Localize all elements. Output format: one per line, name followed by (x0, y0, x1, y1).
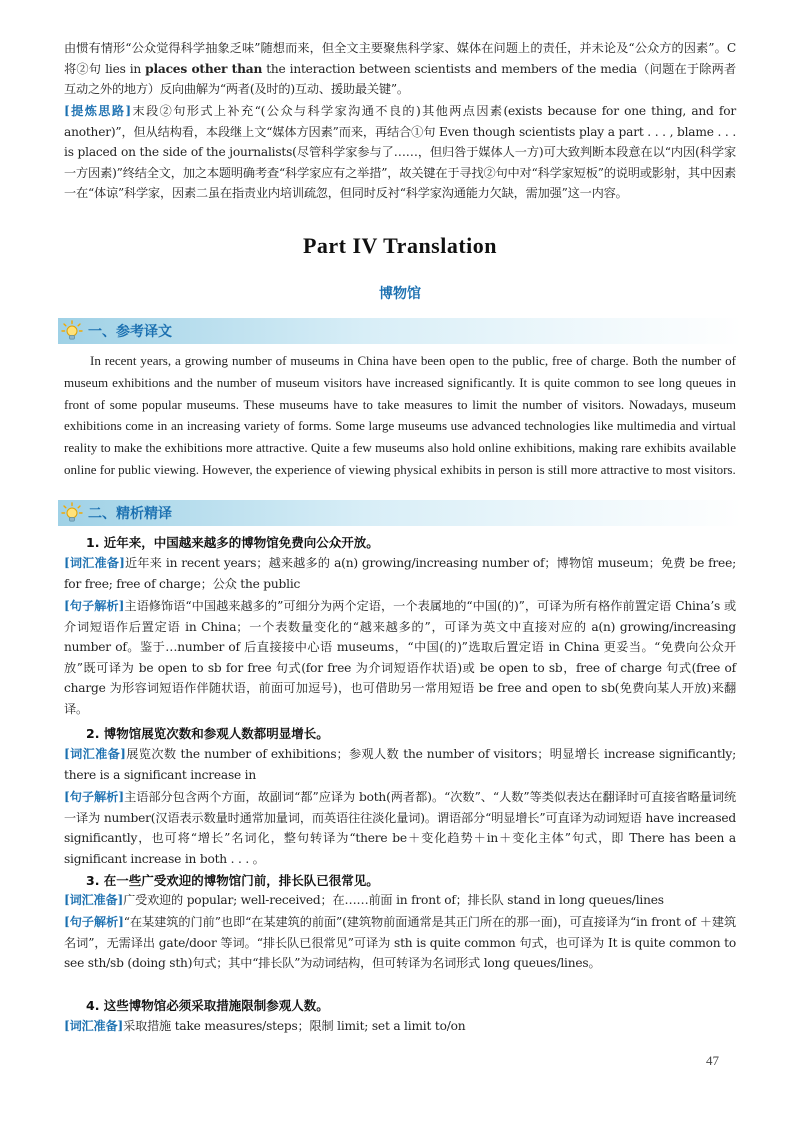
intro-bold-phrase: places other than (145, 61, 263, 76)
item-heading: 2. 博物馆展览次数和参观人数都明显增长。 (86, 726, 329, 741)
vocab-note (64, 744, 736, 785)
page-number: 47 (706, 1053, 719, 1068)
item-heading: 3. 在一些广受欢迎的博物馆门前，排长队已很常见。 (86, 873, 379, 888)
reference-translation: In recent years, a growing number of museums in China have been open to the public, free of charge. Both the number of museum exhibitions and the number of museum visitors have increased significantly. It is quite common to see long queues in front of some popular museums. These museums have to take measures to limit the number of visitors. Nowadays, museum exhibitions come in an increasing variety of forms. Some large museums use advanced technologies like multimedia and virtual reality to make the exhibitions more attractive. Quite a few museums also hold online exhibitions, making rare exhibits available online for public viewing. However, the experience of viewing physical exhibits in person is still more attractive to most visitors. (64, 353, 736, 477)
vocab-text: 采取措施 take measures/steps；限制 limit; set a limit to/on (123, 1019, 466, 1033)
subject-title: 博物馆 (379, 286, 421, 302)
vocab-tag: [词汇准备] (64, 747, 126, 761)
section-header-2 (58, 500, 742, 526)
vocab-tag: [词汇准备] (64, 556, 125, 570)
item-heading: 4. 这些博物馆必须采取措施限制参观人数。 (86, 998, 329, 1013)
analysis-text: 主语修饰语“中国越来越多的”可细分为两个定语，一个表属地的“中国(的)”，可译为所有格作前置定语 China’s 或介词短语作后置定语 in China；一个表数量变化的“越来越多的”，可译为英文中直接对应的 a(n) growing/increasing number of。鉴于…number of 后直接接中心语 museums，“中国(的)”选取后置定语 in China 更妥当。“免费向公众开放”既可译为 be open to sb for free 句式(for free 为介词短语作状语)或 be open to sb，free of charge 句式(free of charge 为形容词短语作伴随状语，前面可加逗号)，也可借助另一常用短语 be free and open to sb(免费向某人开放)来翻译。 (64, 599, 736, 716)
vocab-text: 近年来 in recent years；越来越多的 a(n) growing/increasing number of；博物馆 museum；免费 be free; for free; free of charge；公众 the public (64, 556, 736, 591)
section-header-1 (58, 318, 742, 344)
analysis-text: “在某建筑的门前”也即“在某建筑的前面”(建筑物前面通常是其正门所在的那一面)，可直接译为“in front of ＋建筑名词”，无需译出 gate/door 等词。“排长队已很常见”可译为 sth is quite common 句式，也可译为 It is quite common to see sth/sb (doing sth)句式；其中“排长队”为动词结构，但可转译为名词形式 long queues/lines。 (64, 915, 736, 971)
intro-paragraph-2 (64, 101, 736, 204)
lightbulb-icon (60, 501, 84, 525)
tip-tag: [提炼思路] (64, 104, 131, 118)
part-title: Part IV Translation (302, 233, 498, 258)
intro-text-cont: the interaction between scientists and members of the media（问题在于除两者互动之外的地方）反向曲解为“两者(及时的)互动、援助最关键”。 (64, 61, 736, 97)
section-label: 二、精析精译 (88, 506, 172, 522)
intro-text: 由惯有情形“公众觉得科学抽象乏味”随想而来，但全文主要聚焦科学家、媒体在问题上的责任，并未论及“公众方的因素”。C 将②句 lies in (64, 41, 736, 76)
analysis-tag: [句子解析] (64, 915, 124, 929)
analysis-tag: [句子解析] (64, 790, 124, 804)
vocab-tag: [词汇准备] (64, 1019, 124, 1033)
analysis-note (64, 912, 736, 974)
intro-text-2: 末段②句形式上补充“(公众与科学家沟通不良的)其他两点因素(exists because for one thing, and for another)”，但从结构看，本段继上文“媒体方因素”而来，再结合①句 Even though scientists play a part . . . , blame . . . is placed on the side of the journalists(尽管科学家参与了……，但归咎于媒体人一方)可大致判断本段意在以“内因(科学家一方因素)”终结全文，加之本题明确考查“科学家应有之举措”，故关键在于寻找②句中对“科学家短板”的说明或影射，其中因素一在“体谅”科学家，因素二虽在指责业内培训疏忽，但同时反衬“科学家沟通能力欠缺，需加强”这一内容。 (64, 104, 736, 201)
analysis-note (64, 787, 736, 869)
vocab-note (64, 553, 736, 594)
intro-paragraph-1 (64, 38, 736, 100)
vocab-tag: [词汇准备] (64, 893, 124, 907)
analysis-note (64, 596, 736, 720)
vocab-text: 广受欢迎的 popular; well-received；在……前面 in front of；排长队 stand in long queues/lines (123, 893, 664, 907)
vocab-note (64, 890, 736, 911)
vocab-note (64, 1016, 736, 1037)
analysis-tag: [句子解析] (64, 599, 125, 613)
vocab-text: 展览次数 the number of exhibitions；参观人数 the number of visitors；明显增长 increase significantly; there is a significant increase in (64, 747, 736, 782)
lightbulb-icon (60, 319, 84, 343)
analysis-text: 主语部分包含两个方面，故副词“都”应译为 both(两者都)。“次数”、“人数”等类似表达在翻译时可直接省略量词统一译为 number(汉语表示数量时通常加量词，而英语往往淡化量词)。谓语部分“明显增长”可直译为动词短语 have increased significantly，也可将“增长”名词化，整句转译为“there be＋变化趋势＋in＋变化主体”句式，即 There has been a significant increase in both . . . 。 (64, 790, 736, 866)
item-heading: 1. 近年来，中国越来越多的博物馆免费向公众开放。 (86, 535, 379, 550)
section-label: 一、参考译文 (88, 324, 172, 340)
